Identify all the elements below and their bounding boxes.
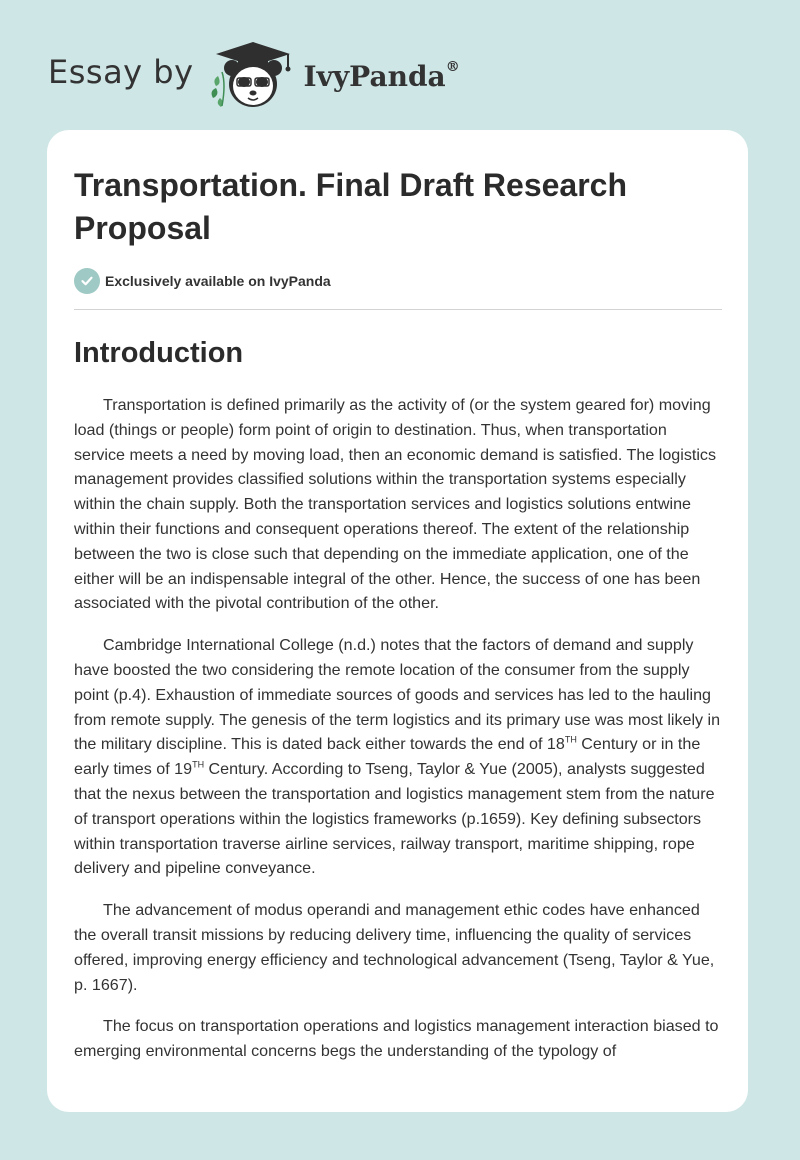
paragraph: The focus on transportation operations and logistics management interaction biased to emerging environmental concerns begs the understanding of the typology of: [74, 1017, 719, 1061]
paragraph: The advancement of modus operandi and management ethic codes have enhanced the overall transit missions by reducing delivery time, influencing the quality of services offered, improving energy efficiency and technological advancement (Tseng, Taylor & Yue, p. 1667).: [74, 901, 715, 994]
panda-logo-icon[interactable]: [208, 36, 298, 112]
exclusive-badge: [74, 267, 722, 295]
brand-prefix: Essay by: [48, 53, 194, 91]
paragraph: Cambridge International College (n.d.) notes that the factors of demand and supply have boosted the two considering the remote location of the consumer from the supply point (p.4). Exhaustion of immediate sources of goods and services has led to the hauling from remote supply. The genesis of the term logistics and its primary use was most likely in the military discipline. This is dated back either towards the end of 18TH Century or in the early times of 19TH Century. According to Tseng, Taylor & Yue (2005), analysts suggested that the nexus between the transportation and logistics management stem from the nature of transport operations within the logistics frameworks (p.1659). Key defining subsectors within transportation traverse airline services, railway transport, maritime shipping, rope delivery and pipeline conveyance.: [74, 636, 721, 878]
brand-header: [48, 34, 460, 114]
exclusive-label: Exclusively available on IvyPanda: [105, 273, 331, 289]
brand-name: IvyPanda®: [303, 59, 460, 93]
divider: [74, 309, 722, 310]
section-heading: Introduction: [74, 337, 244, 369]
article-title: Transportation. Final Draft Research Proposal: [74, 167, 628, 246]
check-icon: [74, 268, 100, 294]
paragraph: Transportation is defined primarily as the activity of (or the system geared for) moving load (things or people) form point of origin to destination. Thus, when transportation service meets a need by moving load, then an economic demand is satisfied. The logistics management provides classified solutions within the transportation systems especially within the chain supply. Both the transportation services and logistics solutions entwine within their functions and consequent operations thereof. The extent of the relationship between the two is close such that depending on the immediate application, one of the either will be an indispensable integral of the other. Hence, the success of one has been associated with the pivotal contribution of the other.: [74, 396, 717, 613]
article-card: [47, 130, 748, 1112]
